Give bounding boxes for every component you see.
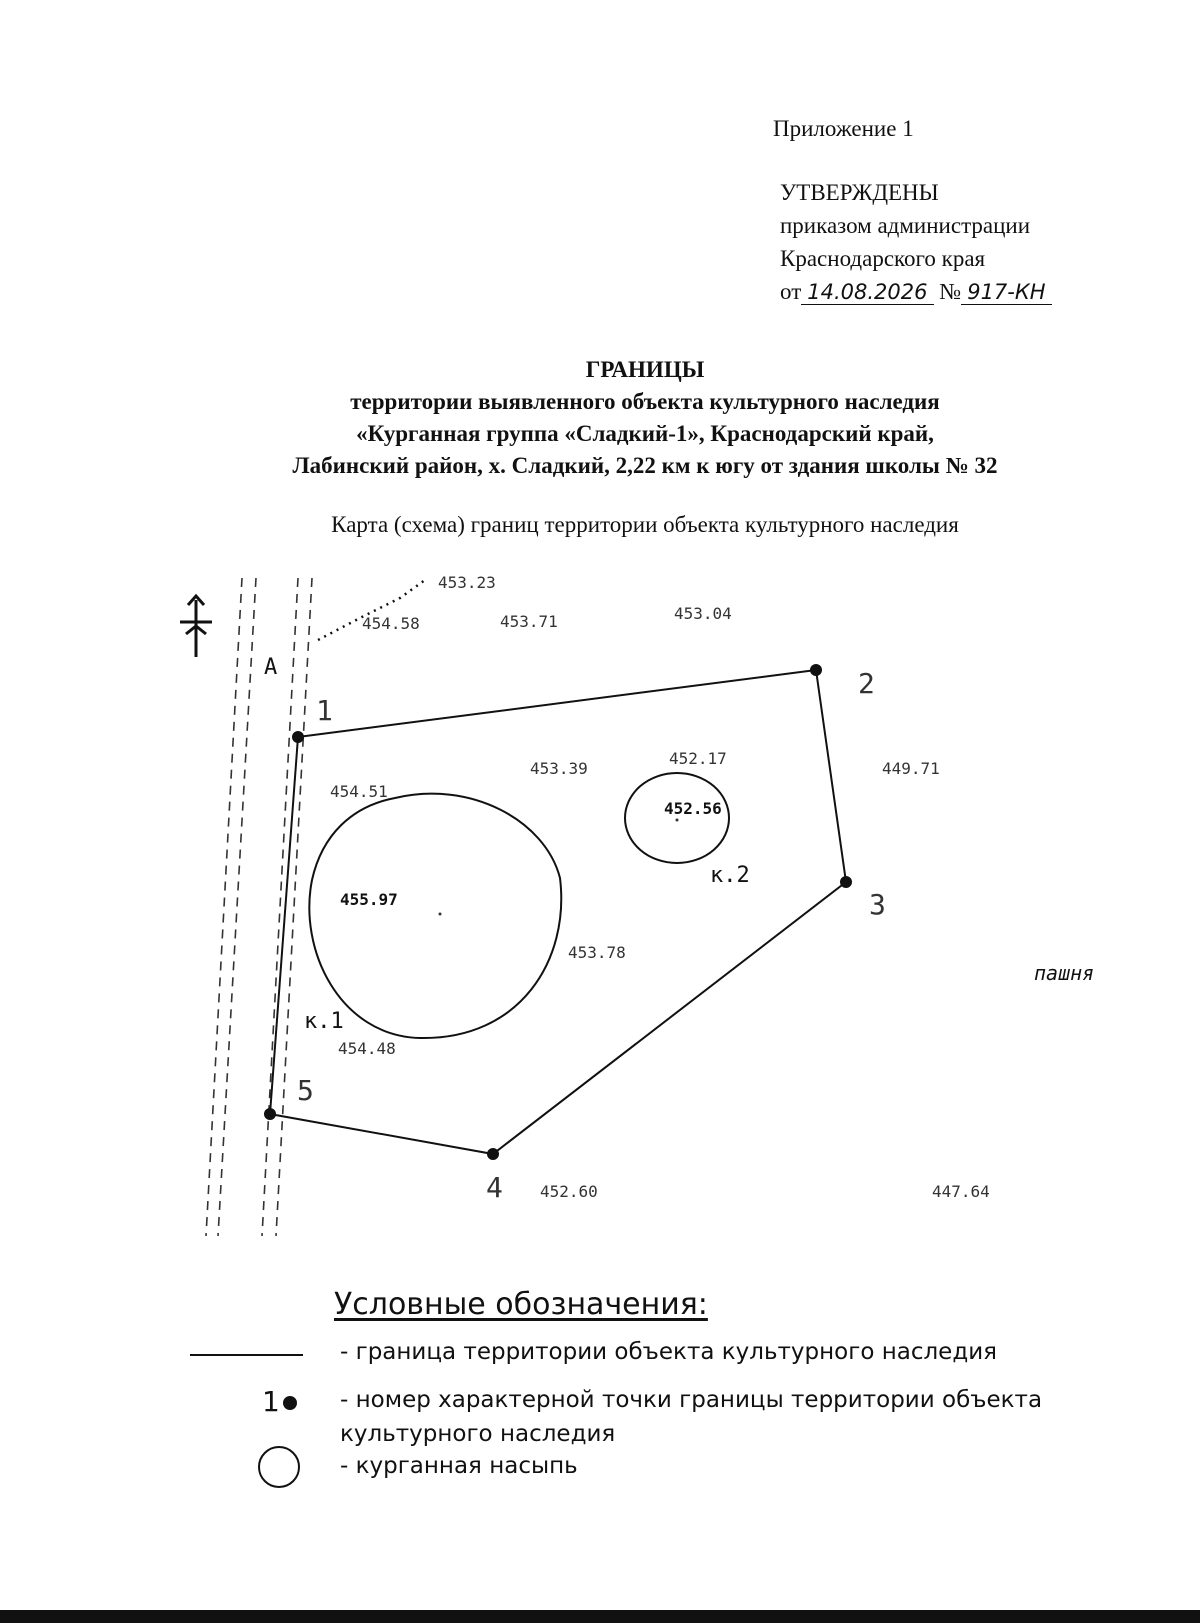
order-line-1: приказом администрации [780,213,1031,238]
point-marker-1 [292,731,304,743]
elevation-label: 453.04 [674,604,732,623]
document-title [0,354,1200,482]
point-symbol-number: 1 [262,1385,280,1418]
point-dot-icon [283,1396,297,1410]
point-marker-3 [840,876,852,888]
elevation-label: 453.71 [500,612,558,631]
legend-point-desc-2: культурного наследия [340,1421,616,1447]
title-line-3: Лабинский район, х. Сладкий, 2,22 км к югу от здания школы № 32 [292,453,998,478]
approval-block [780,176,1052,309]
north-arrow-icon [180,596,212,657]
legend-boundary-desc: - граница территории объекта культурного наследия [340,1339,998,1365]
point-label-5: 5 [297,1074,314,1107]
boundary-points [264,664,852,1160]
mound-label-1: к.1 [304,1009,344,1034]
order-date-line [780,275,1052,309]
road-edges [206,578,312,1236]
point-label-3: 3 [869,888,886,921]
elevation-dots [439,819,679,916]
territory-boundary [270,670,846,1154]
legend-title: Условные обозначения: [334,1287,708,1322]
title-main: ГРАНИЦЫ [585,357,705,382]
order-line-2: Краснодарского края [780,246,986,271]
approved-label: УТВЕРЖДЕНЫ [780,180,939,205]
mound-2 [625,773,729,863]
elevation-label: 453.23 [438,573,496,592]
point-marker-5 [264,1108,276,1120]
elevation-label: 454.51 [330,782,388,801]
elevation-label: 453.39 [530,759,588,778]
mound-label-2: к.2 [710,863,750,888]
elevation-label: 455.97 [340,890,398,909]
elevation-marks [330,573,990,1201]
elevation-label: 453.78 [568,943,626,962]
point-marker-2 [810,664,822,676]
number-prefix: № [939,279,962,304]
order-number: 917-КН [961,280,1051,305]
legend-mound-desc: - курганная насыпь [340,1453,578,1479]
elevation-label: 452.56 [664,799,722,818]
elevation-label: 449.71 [882,759,940,778]
date-prefix: от [780,279,802,304]
title-line-2: «Курганная группа «Сладкий-1», Краснодарский край, [356,421,934,446]
scan-edge-bar [0,1610,1200,1623]
point-symbol [262,1385,297,1418]
point-label-4: 4 [486,1171,503,1204]
boundary-line-symbol [190,1354,303,1356]
map-subtitle: Карта (схема) границ территории объекта культурного наследия [331,512,959,537]
elevation-label: 447.64 [932,1182,990,1201]
title-line-1: территории выявленного объекта культурного наследия [350,389,940,414]
mound-1 [309,794,561,1038]
legend-point-desc-1: - номер характерной точки границы территории объекта [340,1387,1043,1413]
point-label-1: 1 [316,694,333,727]
elevation-label: 454.58 [362,614,420,633]
point-marker-4 [487,1148,499,1160]
elevation-label: 452.60 [540,1182,598,1201]
elevation-label: 452.17 [669,749,727,768]
order-date: 14.08.2026 [801,280,933,305]
arable-label: пашня [1034,961,1095,985]
point-label-2: 2 [858,667,875,700]
boundary-map [0,560,1200,1250]
road-label: А [264,655,278,680]
mound-circle-icon [258,1446,300,1488]
elevation-label: 454.48 [338,1039,396,1058]
appendix-label: Приложение 1 [773,116,914,141]
